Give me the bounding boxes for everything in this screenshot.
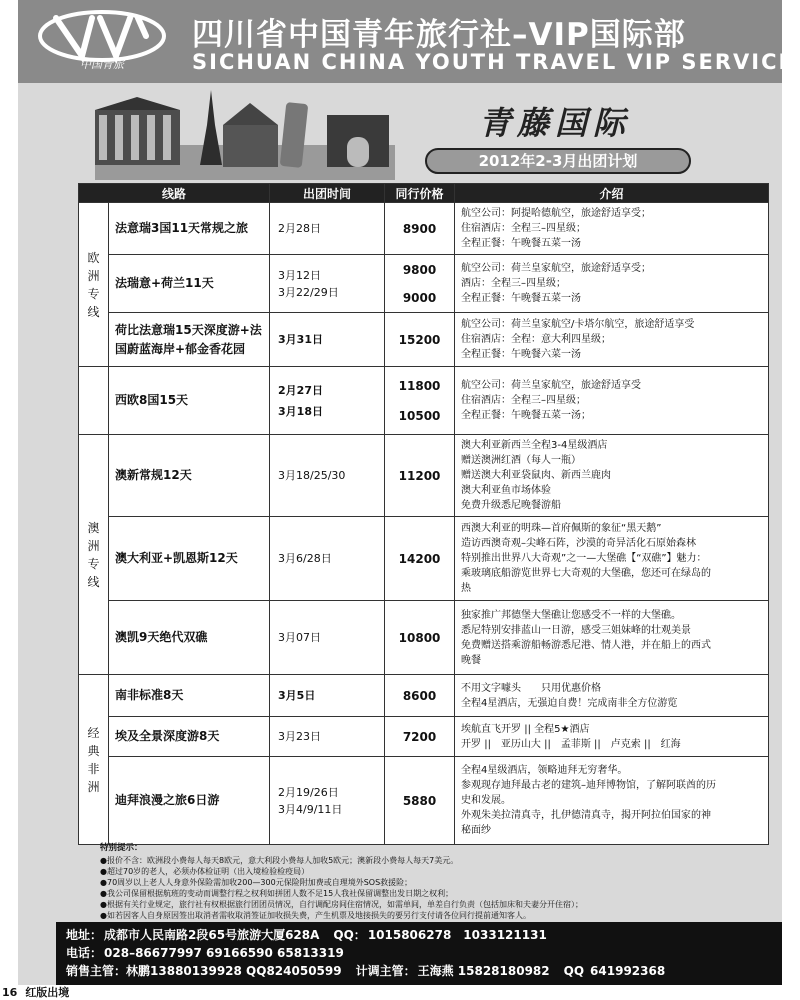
date-cell <box>270 517 385 601</box>
price-cell <box>385 255 455 313</box>
date-line: 2月27日 <box>278 383 323 397</box>
intro-line: 赠送澳大利亚袋鼠肉、新西兰鹿肉 <box>461 470 612 481</box>
intro-line: 住宿酒店：全程三–四星级； <box>461 395 587 406</box>
intro-line: 全程正餐：午晚餐五菜一汤 <box>461 238 582 249</box>
intro-line: 外观朱美拉清真寺，扎伊德清真寺，揭开阿拉伯国家的神 <box>461 810 712 821</box>
price-cell <box>385 435 455 517</box>
header-intro: 介绍 <box>455 184 769 203</box>
region-cell <box>79 203 109 367</box>
price-cell <box>385 203 455 255</box>
intro-cell <box>455 313 769 367</box>
intro-line: 埃航直飞开罗 || 全程5★酒店 <box>461 723 590 735</box>
date-cell <box>270 717 385 757</box>
intro-line: 参观现存迪拜最古老的建筑–迪拜博物馆，了解阿联酋的历 <box>461 780 717 791</box>
date-cell <box>270 601 385 675</box>
intro-cell <box>455 367 769 435</box>
contact-line-phone <box>66 944 772 962</box>
route-cell: 澳新常规12天 <box>109 435 270 517</box>
price-line: 7200 <box>402 729 437 744</box>
intro-cell <box>455 255 769 313</box>
table-row <box>79 717 769 757</box>
intro-line: 全程正餐：午晚餐五菜一汤； <box>461 410 592 421</box>
date-line: 3月4/9/11日 <box>278 802 343 816</box>
intro-cell <box>455 717 769 757</box>
date-cell <box>270 675 385 717</box>
table-row <box>79 435 769 517</box>
intro-line: 热 <box>461 583 472 594</box>
intro-line: 史和发展。 <box>461 795 512 806</box>
intro-line: 航空公司：阿提哈德航空，旅途舒适享受； <box>461 208 652 219</box>
intro-line: 航空公司：荷兰皇家航空，旅途舒适享受； <box>461 263 652 274</box>
intro-cell <box>455 435 769 517</box>
agency-title-cn: 四川省中国青年旅行社–VIP国际部 <box>192 17 686 53</box>
qq-label: QQ： <box>333 928 366 942</box>
header-date: 出团时间 <box>270 184 385 203</box>
table-row <box>79 255 769 313</box>
intro-line: 全程4星级酒店，领略迪拜无穷奢华。 <box>461 765 628 776</box>
note-item: ●70周岁以上老人人身意外保险需加收200—300元保险附加费或自理境外SOS救援险； <box>100 878 413 887</box>
intro-line: 乘玻璃底船游览世界七大奇观的大堡礁，您还可在绿岛的 <box>461 568 712 579</box>
intro-line: 免费赠送搭乘游船畅游悉尼港、情人港，并在船上的西式 <box>461 639 712 651</box>
intro-line: 全程正餐：午晚餐五菜一汤 <box>461 293 582 304</box>
region-name: 经典非洲 <box>87 725 100 794</box>
plan-manager-contact: 王海燕 15828180982 <box>417 964 550 978</box>
date-line: 3月18日 <box>278 404 323 418</box>
intro-line: 西澳大利亚的明珠—首府佩斯的象征“黑天鹅” <box>461 523 662 534</box>
tour-table <box>78 183 769 845</box>
price-cell <box>385 717 455 757</box>
contact-line-address <box>66 926 772 944</box>
price-cell <box>385 675 455 717</box>
intro-line: 晚餐 <box>461 654 482 666</box>
page-number: 16 <box>2 986 18 999</box>
cyts-logo-icon <box>34 6 170 76</box>
intro-line: 赠送澳洲红酒（每人一瓶） <box>461 455 582 466</box>
region-cell-blank <box>79 367 109 435</box>
price-cell <box>385 757 455 845</box>
intro-line: 住宿酒店：全程：意大利四星级； <box>461 334 612 345</box>
note-item: ●根据有关行业规定，旅行社有权根据旅行团团员情况，自行调配房间住宿情况，如需单间，单差自行负责（包括加床和夫妻分开住宿）； <box>100 900 583 909</box>
price-line: 5880 <box>402 793 437 808</box>
table-row <box>79 517 769 601</box>
route-cell: 法瑞意+荷兰11天 <box>109 255 270 313</box>
intro-line: 航空公司：荷兰皇家航空，旅途舒适享受 <box>461 380 642 391</box>
intro-line: 全程4星酒店，无强迫自费！完成南非全方位游览 <box>461 697 678 709</box>
price-cell <box>385 601 455 675</box>
price-line: 14200 <box>398 551 441 566</box>
table-row <box>79 367 769 435</box>
address-text: 成都市人民南路2段65号旅游大厦628A <box>104 928 320 942</box>
phone-numbers: 028–86677997 69166590 65813319 <box>104 946 344 960</box>
intro-line: 澳大利亚鱼市场体验 <box>461 485 552 496</box>
date-line: 3月18/25/30 <box>278 469 346 482</box>
agency-title-en: SICHUAN CHINA YOUTH TRAVEL VIP SERVICE <box>192 50 795 74</box>
section-name: 红版出境 <box>25 986 70 999</box>
region-cell <box>79 435 109 675</box>
sales-label: 销售主管： <box>66 964 127 978</box>
intro-cell <box>455 675 769 717</box>
contact-bar <box>56 922 782 985</box>
date-cell <box>270 203 385 255</box>
price-line: 9800 <box>402 262 437 277</box>
intro-line: 住宿酒店：全程三–四星级； <box>461 223 587 234</box>
note-item: ●报价不含：欧洲段小费每人每天8欧元，意大利段小费每人加收5欧元；澳新段小费每人每天7美元。 <box>100 856 459 865</box>
date-line: 3月6/28日 <box>278 552 332 565</box>
route-cell: 澳大利亚+凯恩斯12天 <box>109 517 270 601</box>
intro-line: 航空公司：荷兰皇家航空/卡塔尔航空，旅途舒适享受 <box>461 319 695 330</box>
header-price: 同行价格 <box>385 184 455 203</box>
intro-cell <box>455 517 769 601</box>
qq2-label: QQ <box>563 964 585 978</box>
qq2-number: 641992368 <box>590 964 666 978</box>
intro-cell <box>455 203 769 255</box>
date-line: 2月28日 <box>278 222 322 235</box>
route-cell: 埃及全景深度游8天 <box>109 717 270 757</box>
address-label: 地址： <box>66 928 103 942</box>
table-row <box>79 757 769 845</box>
price-line: 11200 <box>398 468 441 483</box>
table-row <box>79 313 769 367</box>
intro-line: 秘面纱 <box>461 825 492 836</box>
table-header-row <box>79 184 769 203</box>
special-notes <box>100 843 780 921</box>
note-item: ●超过70岁的老人，必须办体检证明（出入境检验检疫局） <box>100 867 310 876</box>
page-footer <box>0 986 800 1000</box>
intro-line: 悉尼特别安排蓝山一日游，感受三姐妹峰的壮观美景 <box>461 624 692 636</box>
note-item: ●如若因客人自身原因签出取消者需收取消签证加收损失费，产生机票及地接损失的要另行支付请各位同行提前通知客人。 <box>100 911 531 920</box>
date-line: 3月5日 <box>278 689 316 702</box>
price-line: 8600 <box>402 688 437 703</box>
notes-title: 特别提示： <box>100 843 143 853</box>
price-cell <box>385 313 455 367</box>
plan-label: 2012年2-3月出团计划 <box>425 148 691 174</box>
price-line: 10500 <box>398 408 441 423</box>
date-cell <box>270 367 385 435</box>
intro-line: 免费升级悉尼晚餐游船 <box>461 500 562 511</box>
route-cell: 南非标准8天 <box>109 675 270 717</box>
date-line: 3月22/29日 <box>278 285 339 299</box>
price-cell <box>385 517 455 601</box>
date-line: 3月12日 <box>278 268 322 282</box>
table-row <box>79 601 769 675</box>
price-line: 8900 <box>402 221 437 236</box>
region-name: 澳洲专线 <box>87 520 100 589</box>
price-line: 11800 <box>398 378 441 393</box>
route-cell: 荷比法意瑞15天深度游+法国蔚蓝海岸+郁金香花园 <box>109 313 270 367</box>
brand-script: 青藤国际 <box>478 104 631 142</box>
route-cell: 西欧8国15天 <box>109 367 270 435</box>
intro-line: 特别推出世界八大奇观”之一—大堡礁【“双礁”】魅力： <box>461 553 707 564</box>
european-landmarks-photo-icon <box>95 85 395 180</box>
qq-number: 1015806278 1033121131 <box>367 928 547 942</box>
route-cell: 法意瑞3国11天常规之旅 <box>109 203 270 255</box>
intro-line: 不用文字噱头 只用优惠价格 <box>461 682 602 694</box>
date-cell <box>270 255 385 313</box>
intro-line: 造访西澳奇观–尖峰石阵，沙漠的奇异活化石原始森林 <box>461 538 697 549</box>
price-cell <box>385 367 455 435</box>
intro-cell <box>455 601 769 675</box>
intro-line: 开罗 || 亚历山大 || 孟菲斯 || 卢克索 || 红海 <box>461 738 681 750</box>
plan-manager-label: 计调主管： <box>355 964 416 978</box>
date-line: 2月19/26日 <box>278 785 339 799</box>
intro-line: 全程正餐：午晚餐六菜一汤 <box>461 349 582 360</box>
header-route: 线路 <box>79 184 270 203</box>
date-cell <box>270 757 385 845</box>
route-cell: 澳凯9天绝代双礁 <box>109 601 270 675</box>
intro-line: 酒店：全程三–四星级； <box>461 278 567 289</box>
table-row <box>79 675 769 717</box>
price-line: 10800 <box>398 630 441 645</box>
date-cell <box>270 313 385 367</box>
intro-line: 澳大利亚新西兰全程3-4星级酒店 <box>461 440 608 451</box>
date-line: 3月31日 <box>278 333 323 346</box>
phone-label: 电话： <box>66 946 103 960</box>
date-line: 3月07日 <box>278 631 322 644</box>
date-line: 3月23日 <box>278 730 322 743</box>
note-item: ●我公司保留根据航班的变动而调整行程之权利如拼团人数不足15人我社保留调整出发日期之权利； <box>100 889 454 898</box>
sales-contact: 林鹏13880139928 QQ824050599 <box>126 964 342 978</box>
contact-line-managers <box>66 962 772 980</box>
intro-cell <box>455 757 769 845</box>
price-line: 9000 <box>402 290 437 305</box>
intro-line: 独家推广邦德堡大堡礁让您感受不一样的大堡礁。 <box>461 609 682 621</box>
price-line: 15200 <box>398 332 441 347</box>
region-cell <box>79 675 109 845</box>
logo-text: 中国青旅 <box>80 58 124 71</box>
route-cell: 迪拜浪漫之旅6日游 <box>109 757 270 845</box>
region-name: 欧洲专线 <box>87 250 100 319</box>
date-cell <box>270 435 385 517</box>
table-row <box>79 203 769 255</box>
